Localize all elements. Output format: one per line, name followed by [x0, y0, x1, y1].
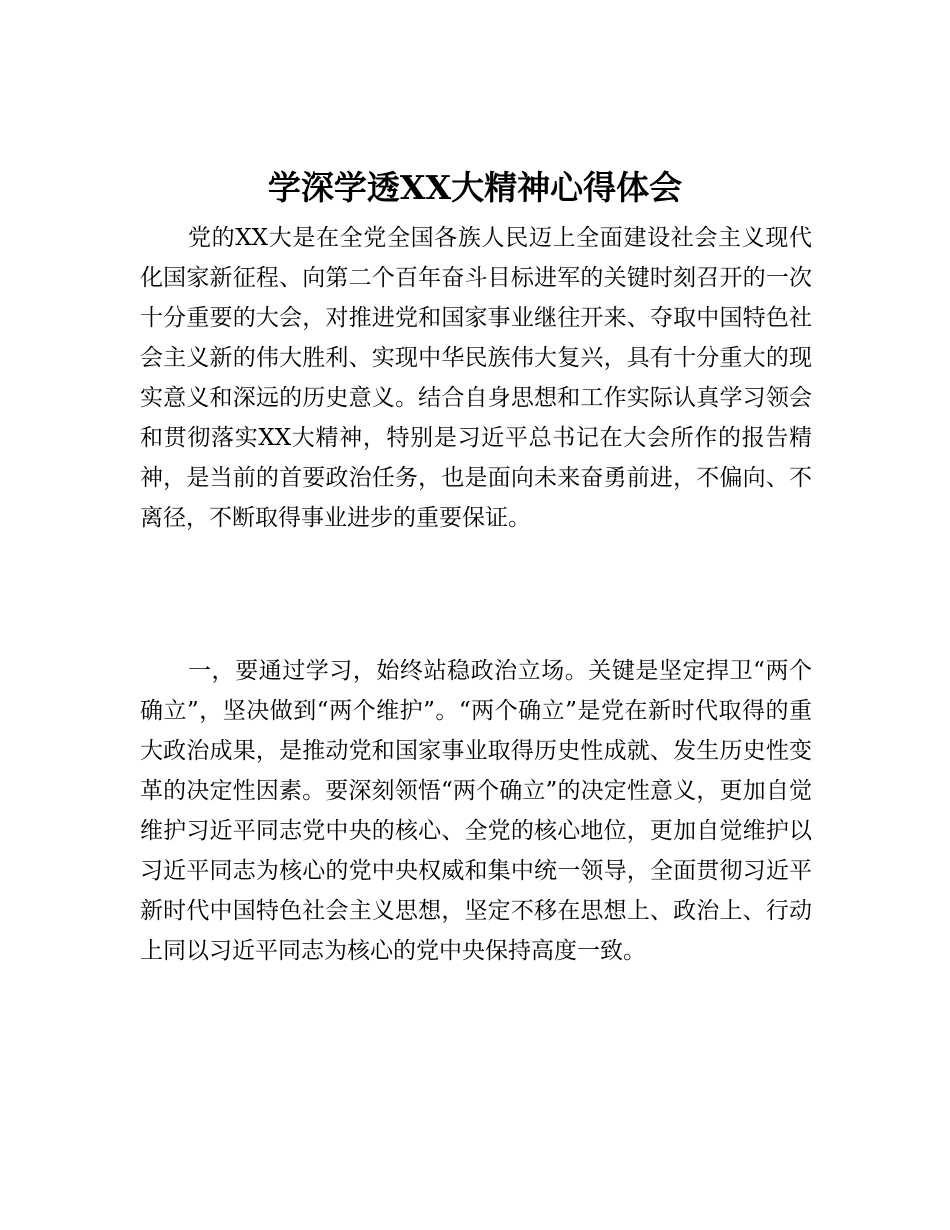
paragraph-intro: 党的XX大是在全党全国各族人民迈上全面建设社会主义现代化国家新征程、向第二个百年奋斗目标进军的关键时刻召开的一次十分重要的大会，对推进党和国家事业继往开来、夺取中国特色社会主义新的伟大胜利、实现中华民族伟大复兴，具有十分重大的现实意义和深远的历史意义。结合自身思想和工作实际认真学习领会和贯彻落实XX大精神，特别是习近平总书记在大会所作的报告精神，是当前的首要政治任务，也是面向未来奋勇前进，不偏向、不离径，不断取得事业进步的重要保证。 — [140, 225, 812, 531]
paragraph-section-one: 一，要通过学习，始终站稳政治立场。关键是坚定捍卫“两个确立”，坚决做到“两个维护”。“两个确立”是党在新时代取得的重大政治成果，是推动党和国家事业取得历史性成就、发生历史性变革的决定性因素。要深刻领悟“两个确立”的决定性意义，更加自觉维护习近平同志党中央的核心、全党的核心地位，更加自觉维护以习近平同志为核心的党中央权威和集中统一领导，全面贯彻习近平新时代中国特色社会主义思想，坚定不移在思想上、政治上、行动上同以习近平同志为核心的党中央保持高度一致。 — [140, 658, 812, 964]
document-title: 学深学透XX大精神心得体会 — [267, 168, 683, 207]
